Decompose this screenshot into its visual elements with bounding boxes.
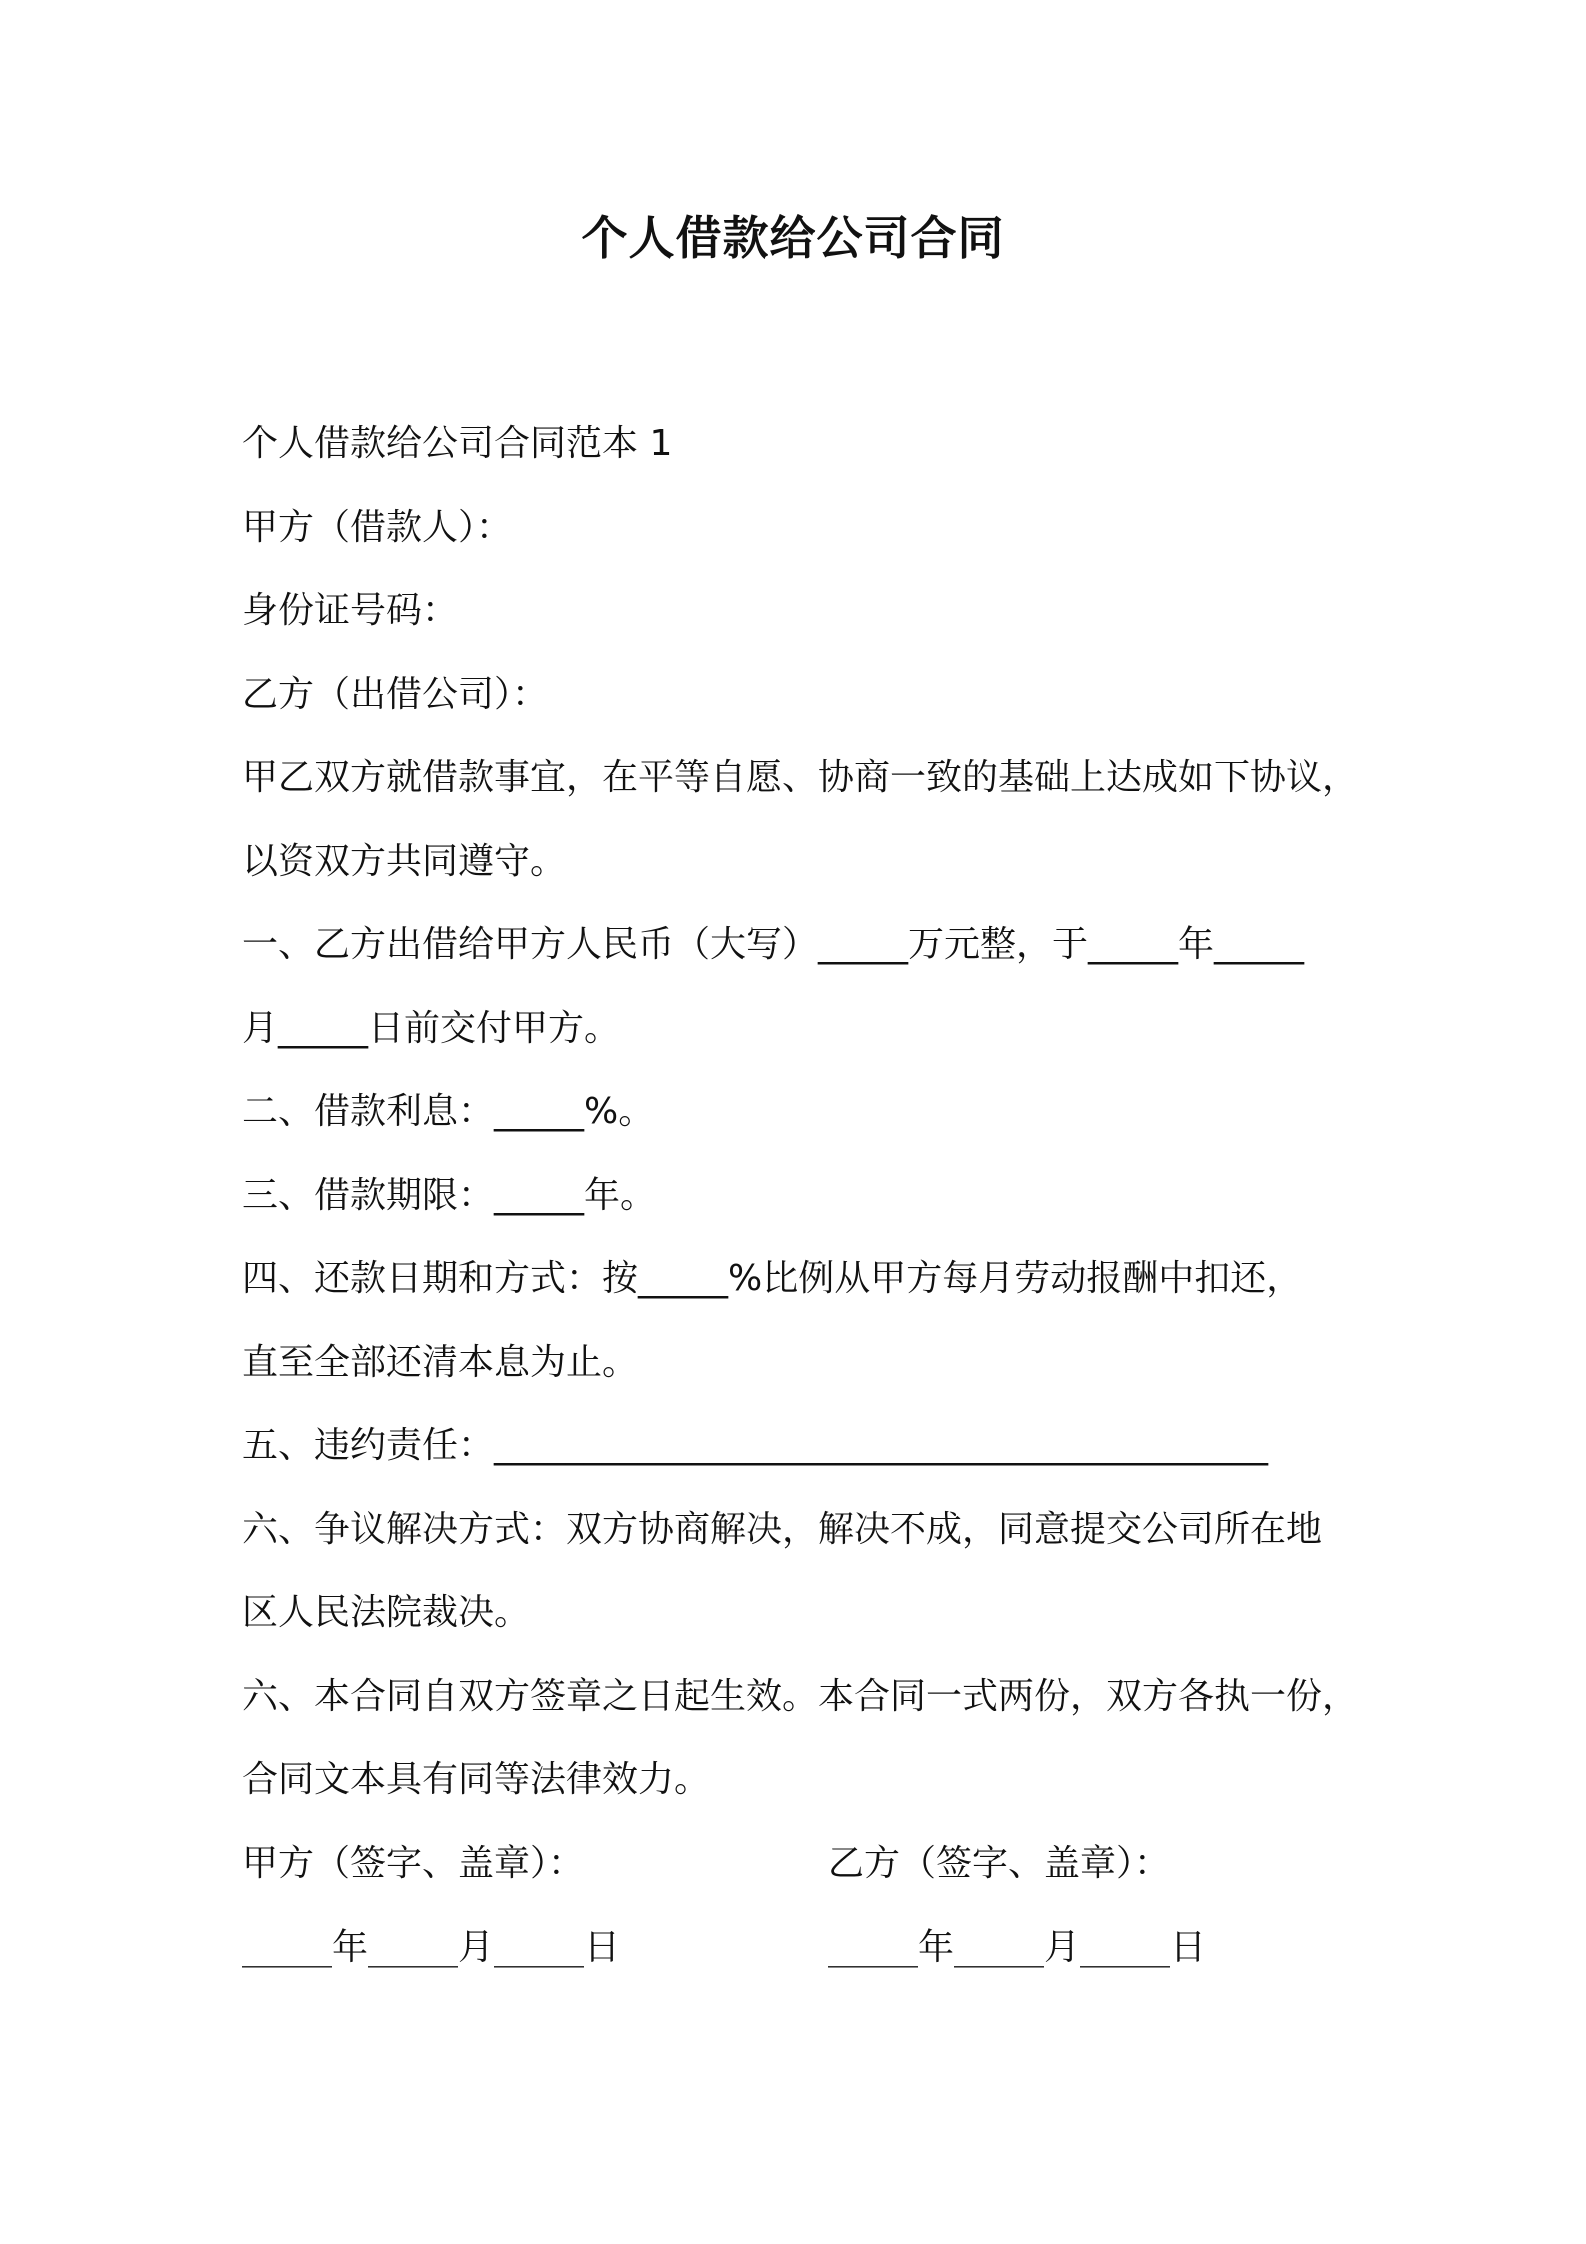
- clause-5-liability: 五、违约责任：___________________________________________: [242, 1425, 1269, 1466]
- id-number-line: 身份证号码：: [242, 590, 459, 631]
- clause-4-line-2: 直至全部还清本息为止。: [242, 1341, 639, 1383]
- party-a-signature-label: 甲方（签字、盖章）：: [242, 1843, 585, 1884]
- document-title: 个人借款给公司合同: [581, 211, 1005, 265]
- clause-7-line-2: 合同文本具有同等法律效力。: [242, 1759, 711, 1800]
- preamble-line-2: 以资双方共同遵守。: [242, 840, 567, 882]
- contract-body: [242, 402, 1362, 1822]
- party-b-signature-date: _____年_____月_____日: [828, 1927, 1206, 1968]
- clause-6-line-1: 六、争议解决方式：双方协商解决，解决不成，同意提交公司所在地: [242, 1508, 1323, 1550]
- clause-6-line-2: 区人民法院裁决。: [242, 1592, 531, 1633]
- clause-3-term: 三、借款期限：_____年。: [242, 1174, 657, 1216]
- preamble-line-1: 甲乙双方就借款事宜，在平等自愿、协商一致的基础上达成如下协议，: [242, 757, 1359, 798]
- party-a-signature-date: _____年_____月_____日: [242, 1927, 620, 1968]
- party-a-line: 甲方（借款人）：: [242, 506, 513, 548]
- clause-7-line-1: 六、本合同自双方签章之日起生效。本合同一式两份，双方各执一份，: [242, 1675, 1359, 1717]
- party-b-line: 乙方（出借公司）：: [242, 673, 549, 715]
- clause-1-line-1: 一、乙方出借给甲方人民币（大写）_____万元整，于_____年_____: [242, 924, 1305, 965]
- clause-4-line-1: 四、还款日期和方式：按_____%比例从甲方每月劳动报酬中扣还，: [242, 1258, 1303, 1299]
- template-heading: 个人借款给公司合同范本 1: [242, 423, 673, 464]
- clause-1-line-2: 月_____日前交付甲方。: [242, 1007, 621, 1049]
- clause-2-interest: 二、借款利息：_____%。: [242, 1091, 655, 1132]
- party-b-signature-label: 乙方（签字、盖章）：: [828, 1843, 1171, 1884]
